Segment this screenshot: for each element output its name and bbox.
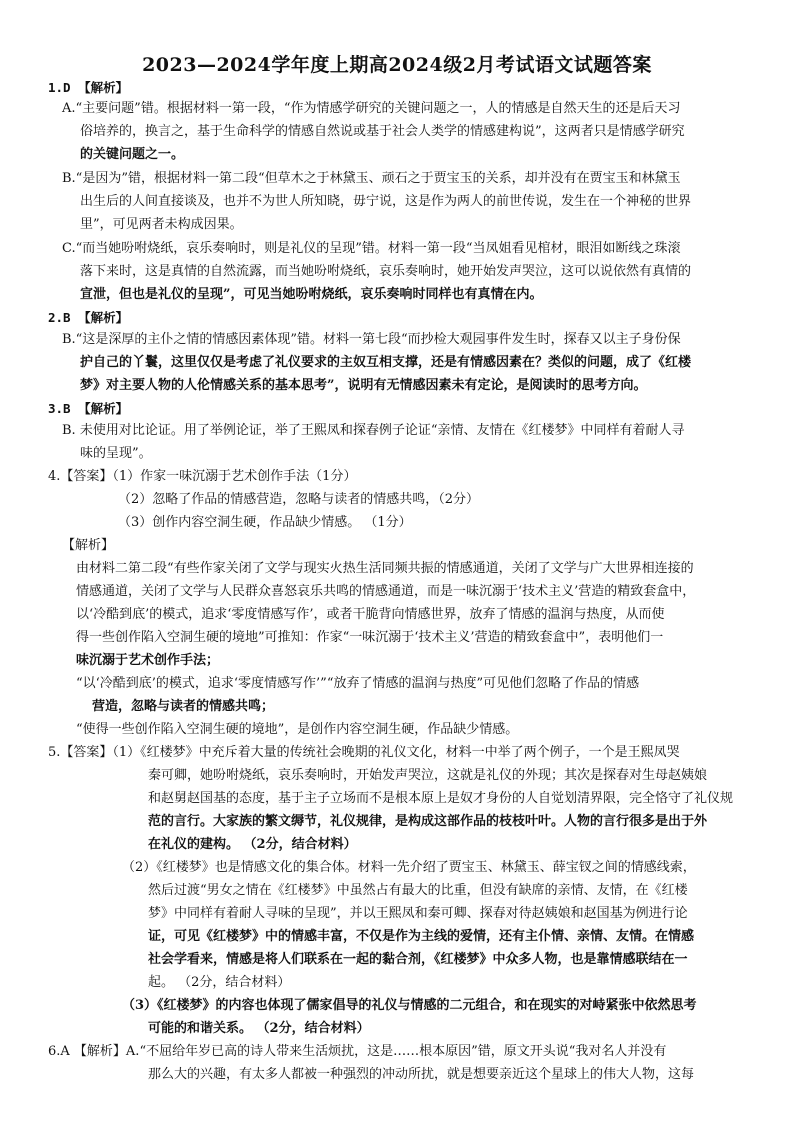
q4-p-line4: 得一些创作陷入空洞生硬的境地”可推知：作家“一味沉溺于‘技术主义’营造的精致套盒中”，表明他们一 xyxy=(76,630,664,645)
q1-b-line3: 里”，可见两者未构成因果。 xyxy=(80,217,243,232)
q2-head: 2.B 【解析】 xyxy=(48,310,129,325)
q5-a2-line5: 社会学看来，情感是将人们联系在一起的黏合剂，《红楼梦》中众多人物，也是靠情感联结在一 xyxy=(148,952,688,967)
q3-head: 3.B 【解析】 xyxy=(48,401,129,416)
q4-p3: “使得一些创作陷入空洞生硬的境地”，是创作内容空洞生硬，作品缺少情感。 xyxy=(76,722,519,737)
q5-a3-line1: （3）《红楼梦》的内容也体现了儒家倡导的礼仪与情感的二元组合，和在现实的对峙紧张中依然思考 xyxy=(122,998,697,1013)
q5-a1-line4: 在礼仪的建构。 （2分，结合材料） xyxy=(148,837,357,852)
q1-b-line2: 出生后的人间直接谈及，也并不为世人所知晓，毋宁说，这是作为两人的前世传说，发生在一个神秘的世界 xyxy=(80,194,692,209)
q1-head: 1.D 【解析】 xyxy=(48,80,129,95)
q4-p-line5: 味沉溺于艺术创作手法； xyxy=(76,653,220,668)
q2-b-line1: B.“这是深厚的主仆之情的情感因素体现”错。材料一第七段“而抄检大观园事件发生时，探春又以主子身份保 xyxy=(62,332,681,347)
q4-p-line2: 情感通道，关闭了文学与人民群众喜怒哀乐共鸣的情感通道，而是一味沉溺于‘技术主义’营造的精致套盒中， xyxy=(76,584,696,599)
q5-a1-line1: 秦可卿，她吩咐烧纸，哀乐奏响时，开始发声哭泣，这就是礼仪的外现；其次是探春对生母赵姨娘 xyxy=(148,768,708,783)
q1-b-line1: B.“是因为”错，根据材料一第二段“但草木之于林黛玉、顽石之于贾宝玉的关系，却并没有在贾宝玉和林黛玉 xyxy=(62,171,681,186)
q3-b-line2: 味的呈现”。 xyxy=(80,446,152,461)
q4-analysis-label: 【解析】 xyxy=(62,538,115,553)
q4-answer-3: （3）创作内容空洞生硬，作品缺少情感。 （1分） xyxy=(118,515,412,530)
q6-head: 6.A 【解析】A.“不屈给年岁已高的诗人带来生活烦扰，这是……根本原因”错，原文开头说“我对名人并没有 xyxy=(48,1044,667,1059)
q4-answer-2: （2）忽略了作品的情感营造，忽略与读者的情感共鸣，（2分） xyxy=(118,492,480,507)
page-title: 2023—2024学年度上期高2024级2月考试语文试题答案 xyxy=(142,54,652,76)
q5-a2-line6: 起。 （2分，结合材料） xyxy=(148,975,291,990)
q1-c-line2: 落下来时，这是真情的自然流露，而当她吩咐烧纸，哀乐奏响时，她开始发声哭泣，这可以说依然有真情的 xyxy=(80,264,692,279)
q5-a1-line3: 范的言行。大家族的繁文缛节，礼仪规律，是构成这部作品的枝枝叶叶。人物的言行很多是出于外 xyxy=(148,814,708,829)
q5-a3-line2: 可能的和谐关系。 （2分，结合材料） xyxy=(148,1021,370,1036)
q4-p2-line2: 营造，忽略与读者的情感共鸣； xyxy=(92,699,275,714)
q4-p-line3: 以‘冷酷到底’的模式，追求‘零度情感写作’，或者干脆背向情感世界，放弃了情感的温润与热度，从而使 xyxy=(76,607,665,622)
q3-b-line1: B. 未使用对比论证。用了举例论证，举了王熙凤和探春例子论证“亲情、友情在《红楼梦》中同样有着耐人寻 xyxy=(62,423,685,438)
q5-a2-line4: 证，可见《红楼梦》中的情感丰富，不仅是作为主线的爱情，还有主仆情、亲情、友情。在情感 xyxy=(148,929,695,944)
q1-a-line1: A.“主要问题”错。根据材料一第一段，“作为情感学研究的关键问题之一，人的情感是自然天生的还是后天习 xyxy=(62,101,681,116)
q6-line2: 那么大的兴趣，有太多人都被一种强烈的冲动所扰，就是想要亲近这个星球上的伟大人物，这每 xyxy=(148,1067,695,1082)
q4-p-line1: 由材料二第二段“有些作家关闭了文学与现实火热生活同频共振的情感通道，关闭了文学与广大世界相连接的 xyxy=(76,561,694,576)
q1-a-line2: 俗培养的，换言之，基于生命科学的情感自然说或基于社会人类学的情感建构说”，这两者只是情感学研究 xyxy=(80,124,685,139)
q5-a2-line3: 梦》中同样有着耐人寻味的呈现”，并以王熙凤和秦可卿、探春对待赵姨娘和赵国基为例进行论 xyxy=(148,906,688,921)
q5-a2-line2: 然后过渡“男女之情在《红楼梦》中虽然占有最大的比重，但没有缺席的亲情、友情，在《红楼 xyxy=(148,883,688,898)
q5-a2-line1: （2）《红楼梦》也是情感文化的集合体。材料一先介绍了贾宝玉、林黛玉、薛宝钗之间的情感线索， xyxy=(122,860,696,875)
q1-c-line3: 宣泄，但也是礼仪的呈现”，可见当她吩咐烧纸，哀乐奏响时同样也有真情在内。 xyxy=(80,287,543,302)
q4-p2-line1: “以‘冷酷到底’的模式，追求‘零度情感写作’”“放弃了情感的温润与热度”可见他们忽略了作品的情感 xyxy=(76,676,640,691)
q2-b-line2: 护自己的丫鬟，这里仅仅是考虑了礼仪要求的主奴互相支撑，还是有情感因素在？类似的问题，成了《红楼 xyxy=(80,355,692,370)
q1-a-line3: 的关键问题之一。 xyxy=(80,147,185,162)
q5-head: 5.【答案】（1）《红楼梦》中充斥着大量的传统社会晚期的礼仪文化，材料一中举了两个例子，一个是王熙凤哭 xyxy=(48,745,680,760)
q2-b-line3: 梦》对主要人物的人伦情感关系的基本思考”，说明有无情感因素未有定论，是阅读时的思考方向。 xyxy=(80,378,647,393)
q4-head: 4.【答案】（1）作家一味沉溺于艺术创作手法（1分） xyxy=(48,469,357,484)
q1-c-line1: C.“而当她吩咐烧纸，哀乐奏响时，则是礼仪的呈现”错。材料一第一段“当凤姐看见棺材，眼泪如断线之珠滚 xyxy=(62,241,681,256)
q5-a1-line2: 和赵舅赵国基的态度，基于主子立场而不是根本原上是奴才身份的人自觉划清界限，完全恪守了礼仪规 xyxy=(148,791,734,806)
